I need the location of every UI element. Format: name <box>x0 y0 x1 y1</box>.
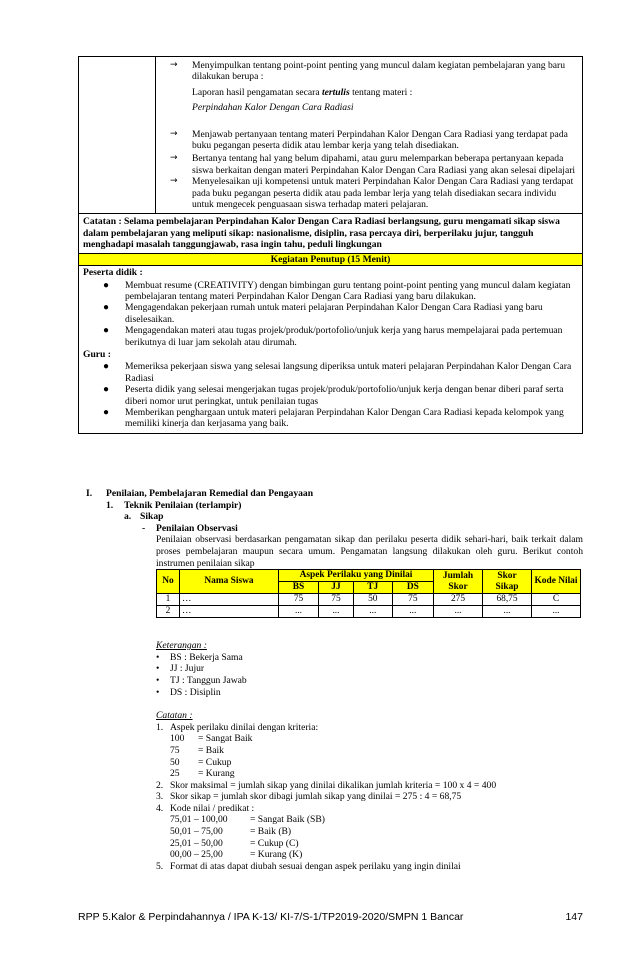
header-no: No <box>157 570 180 594</box>
list-item: 1. Aspek perilaku dinilai dengan kriteria: <box>156 721 319 733</box>
section-heading-a: a. Sikap <box>124 511 164 523</box>
header-ds: DS <box>392 582 433 594</box>
list-item: ● Peserta didik yang selesai mengerjakan tugas projek/produk/portofolio/unjuk kerja dengan benar diberi paraf serta diberi nomor urut peringkat, untuk penilaian tugas <box>103 384 564 407</box>
report-topic: Perpindahan Kalor Dengan Cara Radiasi <box>192 102 354 114</box>
activity-item <box>170 60 576 114</box>
list-item: • TJ : Tanggun Jawab <box>156 674 247 686</box>
bullet-icon: ● <box>103 279 110 291</box>
list-item: 5. Format di atas dapat diubah sesuai dengan aspek perilaku yang ingin dinilai <box>156 860 461 872</box>
header-skor: Skor Sikap <box>483 570 532 594</box>
bullet-icon: ● <box>103 361 110 373</box>
list-item: ● Memberikan penghargaan untuk materi pelajaran Perpindahan Kalor Dengan Cara Radiasi kepada kelompok yang memiliki kinerja dan kerjasama yang baik. <box>103 406 564 430</box>
activity-item-text: Menjawab pertanyaan tentang materi Perpindahan Kalor Dengan Cara Radiasi yang terdapat pada buku pegangan peserta didik atau lembar kerja yang telah disediakan. <box>192 128 568 152</box>
header-bs: BS <box>279 582 319 594</box>
table-row: 1 … 75 75 50 75 275 68,75 C <box>157 594 581 606</box>
page-footer <box>78 911 583 923</box>
header-tj: TJ <box>353 582 392 594</box>
teacher-label: Guru : <box>83 348 111 360</box>
activity-item-text: Menyimpulkan tentang point-point penting yang muncul dalam kegiatan pembelajaran yang baru dilakukan berupa : <box>192 60 565 83</box>
activity-item <box>170 176 576 210</box>
header-kode: Kode Nilai <box>532 570 581 594</box>
header-aspect: Aspek Perilaku yang Dinilai <box>279 570 434 582</box>
activity-table <box>78 56 583 434</box>
arrow-right-icon: → <box>170 128 178 139</box>
activity-item-text: Bertanya tentang hal yang belum dipahami, atau guru melemparkan beberapa pertanyaan kepada siswa berkaitan dengan materi Perpindahan Kalor Dengan Cara Radiasi yang akan selesai dipelajari <box>192 153 576 176</box>
grade-row: 00,00 – 25,00 = Kurang (K) <box>170 849 303 861</box>
keterangan-title: Keterangan : <box>156 640 207 652</box>
list-item: ● Memeriksa pekerjaan siswa yang selesai langsung diperiksa untuk materi pelajaran Perpindahan Kalor Dengan Cara Radiasi <box>103 361 572 384</box>
activity-cell <box>156 57 583 214</box>
students-label: Peserta didik : <box>83 267 143 279</box>
list-item: • DS : Disiplin <box>156 686 221 698</box>
section-heading-1: 1. Teknik Penilaian (terlampir) <box>106 499 242 511</box>
grade-row: 50,01 – 75,00 = Baik (B) <box>170 826 292 838</box>
keterangan-block <box>156 640 583 872</box>
bullet-icon: ● <box>103 384 110 396</box>
section-heading-I: I. Penilaian, Pembelajaran Remedial dan Pengayaan <box>86 488 314 499</box>
report-line: Laporan hasil pengamatan secara tertulis tentang materi : <box>192 86 413 98</box>
header-name: Nama Siswa <box>180 570 279 594</box>
empty-left-cell <box>79 57 156 214</box>
activity-item <box>170 153 576 176</box>
closing-cell <box>79 266 583 434</box>
header-jumlah: Jumlah Skor <box>434 570 483 594</box>
list-item: • BS : Bekerja Sama <box>156 651 243 663</box>
arrow-right-icon: → <box>170 60 178 70</box>
grade-row: 75,01 – 100,00 = Sangat Baik (SB) <box>170 814 325 826</box>
table-row: 2 … ... ... ... ... ... ... ... <box>157 606 581 618</box>
arrow-right-icon: → <box>170 176 178 187</box>
closing-header: Kegiatan Penutup (15 Menit) <box>79 253 583 265</box>
footer-text: RPP 5.Kalor & Perpindahannya / IPA K-13/ KI-7/S-1/TP2019-2020/SMPN 1 Bancar <box>78 911 464 923</box>
assessment-section <box>86 488 583 872</box>
arrow-right-icon: → <box>170 153 178 164</box>
section-heading-observation: - Penilaian Observasi <box>142 522 238 534</box>
header-jj: JJ <box>319 582 354 594</box>
criteria-row: 75 = Baik <box>170 744 224 756</box>
bullet-icon: ● <box>103 325 110 337</box>
grade-row: 25,01 – 50,00 = Cukup (C) <box>170 837 299 849</box>
attitude-note: Catatan : Selama pembelajaran Perpindahan Kalor Dengan Cara Radiasi berlangsung, guru mengamati sikap siswa dalam pembelajaran yang meliputi sikap: nasionalisme, disiplin, rasa percaya diri, berperilaku jujur, tangguh menghadapi masalah tanggungjawab, rasa ingin tahu, peduli lingkungan <box>79 214 583 253</box>
criteria-row: 100 = Sangat Baik <box>170 733 253 745</box>
list-item: • JJ : Jujur <box>156 663 205 675</box>
list-item: 2. Skor maksimal = jumlah sikap yang dinilai dikalikan jumlah kriteria = 100 x 4 = 400 <box>156 779 497 791</box>
observation-text: Penilaian observasi berdasarkan pengamatan sikap dan perilaku peserta didik sehari-hari, baik terkait dalam proses pembelajaran maupun secara umum. Pengamatan langsung dilakukan oleh guru. Berikut contoh instrumen penilaian sikap <box>156 534 583 569</box>
list-item: 4. Kode nilai / predikat : <box>156 802 255 814</box>
page-number: 147 <box>565 911 583 923</box>
bullet-icon: ● <box>103 302 110 314</box>
list-item: ● Mengagendakan materi atau tugas projek/produk/portofolio/unjuk kerja yang harus mempelajarai pada pertemuan berikutnya di luar jam sekolah atau dirumah. <box>103 325 563 348</box>
list-item: ● Membuat resume (CREATIVITY) dengan bimbingan guru tentang point-point penting yang muncul dalam kegiatan pembelajaran tentang materi Perpindahan Kalor Dengan Cara Radiasi yang baru dilakukan. <box>103 279 571 302</box>
list-item: ● Mengagendakan pekerjaan rumah untuk materi pelajaran Perpindahan Kalor Dengan Cara Radiasi yang baru diselesaikan. <box>103 302 543 325</box>
bullet-icon: ● <box>103 406 110 418</box>
activity-item-text: Menyelesaikan uji kompetensi untuk materi Perpindahan Kalor Dengan Cara Radiasi yang terdapat pada buku pegangan peserta didik atau pada lembar lerja yang telah disediakan secara individu untuk mengecek penguasaan siswa terhadap materi pelajaran. <box>192 176 574 211</box>
list-item: 3. Skor sikap = jumlah skor dibagi jumlah sikap yang dinilai = 275 : 4 = 68,75 <box>156 791 462 803</box>
activity-item <box>170 129 576 152</box>
score-table <box>156 569 581 618</box>
catatan-title: Catatan : <box>156 710 193 722</box>
criteria-row: 25 = Kurang <box>170 768 235 780</box>
criteria-row: 50 = Cukup <box>170 756 232 768</box>
